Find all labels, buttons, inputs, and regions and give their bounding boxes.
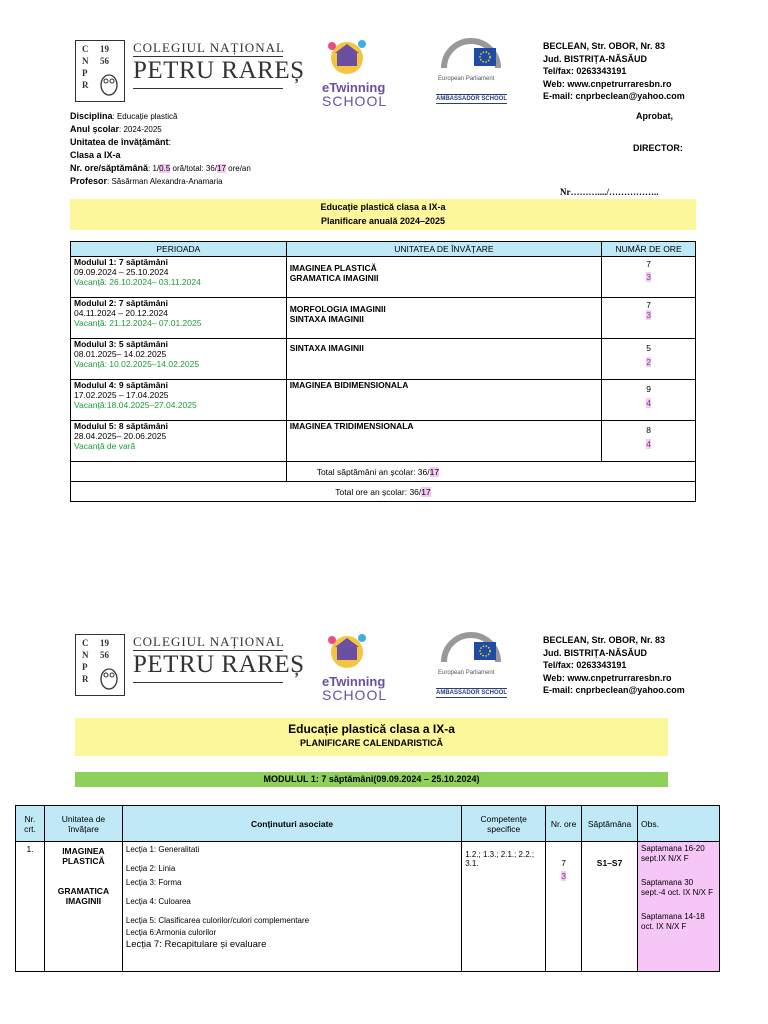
ore-cell: 7 3 xyxy=(546,842,582,972)
total-weeks-cell: Total săptămâni an școlar: 36/17 xyxy=(286,462,695,482)
list-item: Lecția 1: Generalitati xyxy=(125,845,200,854)
contact-county: Jud. BISTRIȚA-NĂSĂUD xyxy=(543,53,647,64)
calendar-table xyxy=(15,805,720,972)
total-hours-cell: Total ore an școlar: 36/17 xyxy=(71,482,696,502)
table-header-row xyxy=(71,242,696,257)
contact-address: BECLEAN, Str. OBOR, Nr. 83 xyxy=(543,635,666,645)
calendar-title-band xyxy=(75,718,668,756)
module-band: MODULUL 1: 7 săptămâni(09.09.2024 – 25.10.2024) xyxy=(75,772,668,787)
col-header: Nr. ore xyxy=(546,806,582,842)
an-scolar-line: Anul școlar: 2024-2025 xyxy=(70,124,162,134)
obs-cell xyxy=(638,842,720,972)
unit-cell: IMAGINEA PLASTICĂ GRAMATICA IMAGINII xyxy=(44,842,122,972)
crest-letter: P xyxy=(82,662,88,672)
table-row xyxy=(71,339,696,380)
list-item: Lecția 7: Recapitulare și evaluare xyxy=(125,939,267,950)
col-header: Conținuturi asociate xyxy=(122,806,461,842)
table-row xyxy=(71,380,696,421)
crest-letter: C xyxy=(82,44,89,54)
etwinning-text: eTwinning xyxy=(322,80,386,95)
clasa-line: Clasa a IX-a xyxy=(70,150,121,160)
period-cell: Modulul 1: 7 săptămâni 09.09.2024 – 25.10.2024 Vacanță: 26.10.2024– 03.11.2024 xyxy=(71,257,287,298)
annual-title: Educație plastică clasa a IX-a xyxy=(320,202,446,212)
total-hours-row xyxy=(71,482,696,502)
contact-web[interactable]: Web: www.cnpetrurraresbn.ro xyxy=(543,672,672,683)
owl-icon xyxy=(98,665,120,691)
saptamana-cell: S1–S7 xyxy=(582,842,638,972)
calendar-title: Educație plastică clasa a IX-a xyxy=(288,722,455,736)
contact-block xyxy=(543,634,685,697)
parliament-logo-icon xyxy=(440,38,502,74)
hours-cell: 7 3 xyxy=(602,298,696,339)
director-label: DIRECTOR: xyxy=(633,143,683,153)
parliament-label: European Parliament xyxy=(438,76,495,82)
unit-cell: MORFOLOGIA IMAGINII SINTAXA IMAGINII xyxy=(286,298,601,339)
total-weeks-row xyxy=(71,462,696,482)
school-name-main: PETRU RAREȘ xyxy=(133,57,305,84)
school-name-main: PETRU RAREȘ xyxy=(133,651,305,678)
owl-icon xyxy=(98,71,120,97)
unit-cell: IMAGINEA BIDIMENSIONALA xyxy=(286,380,601,421)
ambassador-label: AMBASSADOR SCHOOL xyxy=(436,96,508,102)
divider xyxy=(133,682,283,683)
contact-web[interactable]: Web: www.cnpetrurraresbn.ro xyxy=(543,78,672,89)
etwinning-logo-icon xyxy=(322,36,372,78)
unitatea-line: Unitatea de învățământ: xyxy=(70,137,172,147)
crest-letter: N xyxy=(82,56,89,66)
hours-cell: 5 2 xyxy=(602,339,696,380)
disciplina-line: Disciplina: Educație plastică xyxy=(70,111,178,121)
unit-cell: IMAGINEA TRIDIMENSIONALA xyxy=(286,421,601,462)
nr-cell: 1. xyxy=(16,842,45,972)
etwinning-school-text: SCHOOL xyxy=(322,687,388,703)
col-header: Nr. crt. xyxy=(16,806,45,842)
annual-plan-table xyxy=(70,241,696,502)
period-cell: Modulul 3: 5 săptămâni 08.01.2025– 14.02.2025 Vacanță: 10.02.2025–14.02.2025 xyxy=(71,339,287,380)
list-item: Lecția 3: Forma xyxy=(125,878,182,887)
crest-letter: R xyxy=(82,80,89,90)
contact-county: Jud. BISTRIȚA-NĂSĂUD xyxy=(543,647,647,658)
contact-address: BECLEAN, Str. OBOR, Nr. 83 xyxy=(543,41,666,51)
table-row xyxy=(16,842,720,972)
crest-letter: C xyxy=(82,638,89,648)
aprobat-label: Aprobat, xyxy=(636,111,673,121)
etwinning-logo-icon xyxy=(322,630,372,672)
contact-phone: Tel/fax: 0263343191 xyxy=(543,660,627,670)
list-item: Lecția 5: Clasificarea culorilor/culori complementare xyxy=(125,916,310,925)
col-header: Săptămâna xyxy=(582,806,638,842)
crest-letter: 19 xyxy=(100,638,109,648)
contact-email[interactable]: E-mail: cnprbeclean@yahoo.com xyxy=(543,685,685,695)
period-cell: Modulul 2: 7 săptămâni 04.11.2024 – 20.12.2024 Vacanță: 21.12.2024– 07.01.2025 xyxy=(71,298,287,339)
parliament-logo-icon xyxy=(440,632,502,668)
list-item: Lecția 6:Armonia culorilor xyxy=(125,928,217,937)
annual-title-band xyxy=(70,199,696,230)
lessons-cell xyxy=(122,842,461,972)
crest-letter: 56 xyxy=(100,650,109,660)
obs-item: Saptamana 14-18 oct. IX N/X F xyxy=(641,912,705,931)
etwinning-text: eTwinning xyxy=(322,674,386,689)
crest-letter: P xyxy=(82,68,88,78)
hours-cell: 8 4 xyxy=(602,421,696,462)
crest-letter: R xyxy=(82,674,89,684)
calendar-subtitle: PLANIFICARE CALENDARISTICĂ xyxy=(300,738,443,748)
school-name-top: COLEGIUL NAȚIONAL xyxy=(133,40,285,55)
meta-block xyxy=(70,110,530,188)
col-header: UNITATEA DE ÎNVĂȚARE xyxy=(286,242,601,257)
unit-cell: SINTAXA IMAGINII xyxy=(286,339,601,380)
contact-email[interactable]: E-mail: cnprbeclean@yahoo.com xyxy=(543,91,685,101)
table-row xyxy=(71,298,696,339)
crest-letter: N xyxy=(82,650,89,660)
contact-phone: Tel/fax: 0263343191 xyxy=(543,66,627,76)
divider xyxy=(133,88,283,89)
crest-letter: 19 xyxy=(100,44,109,54)
col-header: NUMĂR DE ORE xyxy=(602,242,696,257)
col-header: PERIOADA xyxy=(71,242,287,257)
col-header: Obs. xyxy=(638,806,720,842)
annual-subtitle: Planificare anuală 2024–2025 xyxy=(320,216,446,226)
school-name-top: COLEGIUL NAȚIONAL xyxy=(133,634,285,649)
school-crest xyxy=(75,40,125,102)
table-row xyxy=(71,257,696,298)
ambassador-label: AMBASSADOR SCHOOL xyxy=(436,690,508,696)
etwinning-school-text: SCHOOL xyxy=(322,93,388,109)
hours-cell: 7 3 xyxy=(602,257,696,298)
crest-letter: 56 xyxy=(100,56,109,66)
col-header: Competențe specifice xyxy=(462,806,546,842)
parliament-label: European Parliament xyxy=(438,670,495,676)
ore-line: Nr. ore/săptămână: 1/0.5 oră/total: 36/17 ore/an xyxy=(70,163,251,173)
obs-item: Saptamana 16-20 sept.IX N/X F xyxy=(641,844,705,863)
obs-item: Saptamana 30 sept.-4 oct. IX N/X F xyxy=(641,878,714,897)
contact-block xyxy=(543,40,685,103)
table-header-row xyxy=(16,806,720,842)
nr-registration: Nr………..../…………….. xyxy=(560,187,659,197)
school-crest xyxy=(75,634,125,696)
period-cell: Modulul 4: 9 săptămâni 17.02.2025 – 17.04.2025 Vacanță:18.04.2025–27.04.2025 xyxy=(71,380,287,421)
unit-cell: IMAGINEA PLASTICĂ GRAMATICA IMAGINII xyxy=(286,257,601,298)
list-item: Lecția 4: Culoarea xyxy=(125,897,191,906)
table-row xyxy=(71,421,696,462)
col-header: Unitatea de învățare xyxy=(44,806,122,842)
hours-cell: 9 4 xyxy=(602,380,696,421)
profesor-line: Profesor: Săsărman Alexandra-Anamaria xyxy=(70,176,223,186)
period-cell: Modulul 5: 8 săptămâni 28.04.2025– 20.06.2025 Vacanță de vară xyxy=(71,421,287,462)
competente-cell: 1.2.; 1.3.; 2.1.; 2.2.; 3.1. xyxy=(462,842,546,972)
list-item: Lecția 2: Linia xyxy=(125,864,176,873)
